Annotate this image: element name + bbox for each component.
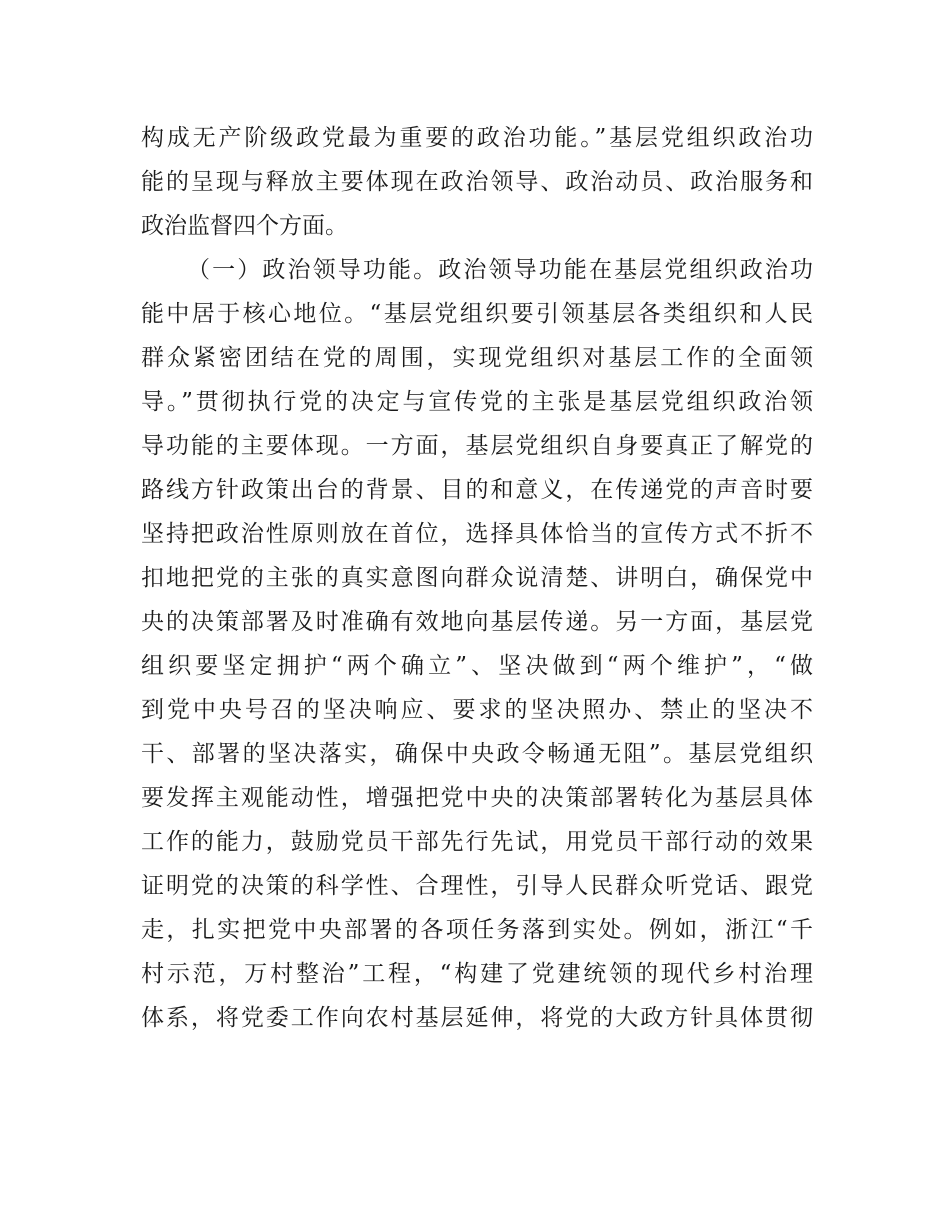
text-line: （一）政治领导功能。政治领导功能在基层党组织政治功 <box>187 257 813 283</box>
body-text <box>141 116 813 1084</box>
text-line: 工作的能力，鼓励党员干部先行先试，用党员干部行动的效果 <box>141 829 813 855</box>
text-line: 体系，将党委工作向农村基层延伸，将党的大政方针具体贯彻 <box>141 1005 813 1031</box>
text-line: 导功能的主要体现。一方面，基层党组织自身要真正了解党的 <box>141 433 813 459</box>
text-line: 干、部署的坚决落实，确保中央政令畅通无阻”。基层党组织 <box>141 741 813 767</box>
text-line: 坚持把政治性原则放在首位，选择具体恰当的宣传方式不折不 <box>141 521 813 547</box>
text-line: 村示范，万村整治”工程，“构建了党建统领的现代乡村治理 <box>141 961 813 987</box>
paragraph-intro-continuation <box>141 116 813 248</box>
text-line: 能的呈现与释放主要体现在政治领导、政治动员、政治服务和 <box>141 169 813 195</box>
text-line: 群众紧密团结在党的周围，实现党组织对基层工作的全面领 <box>141 345 813 371</box>
text-line: 政治监督四个方面。 <box>141 213 348 239</box>
text-line: 证明党的决策的科学性、合理性，引导人民群众听党话、跟党 <box>141 873 813 899</box>
paragraph-political-leadership <box>141 248 813 1084</box>
text-line: 到党中央号召的坚决响应、要求的坚决照办、禁止的坚决不 <box>141 697 813 723</box>
text-line <box>141 1040 813 1084</box>
text-line: 走，扎实把党中央部署的各项任务落到实处。例如，浙江“千 <box>141 917 813 943</box>
text-line: 路线方针政策出台的背景、目的和意义，在传递党的声音时要 <box>141 477 813 503</box>
text-line: 要发挥主观能动性，增强把党中央的决策部署转化为基层具体 <box>141 785 813 811</box>
text-line: 导。”贯彻执行党的决定与宣传党的主张是基层党组织政治领 <box>141 389 813 415</box>
text-line: 构成无产阶级政党最为重要的政治功能。”基层党组织政治功 <box>141 125 813 151</box>
text-line: 扣地把党的主张的真实意图向群众说清楚、讲明白，确保党中 <box>141 565 813 591</box>
text-line: 央的决策部署及时准确有效地向基层传递。另一方面，基层党 <box>141 609 813 635</box>
text-line: 能中居于核心地位。“基层党组织要引领基层各类组织和人民 <box>141 301 813 327</box>
text-line: 组织要坚定拥护“两个确立”、坚决做到“两个维护”，“做 <box>141 653 813 679</box>
